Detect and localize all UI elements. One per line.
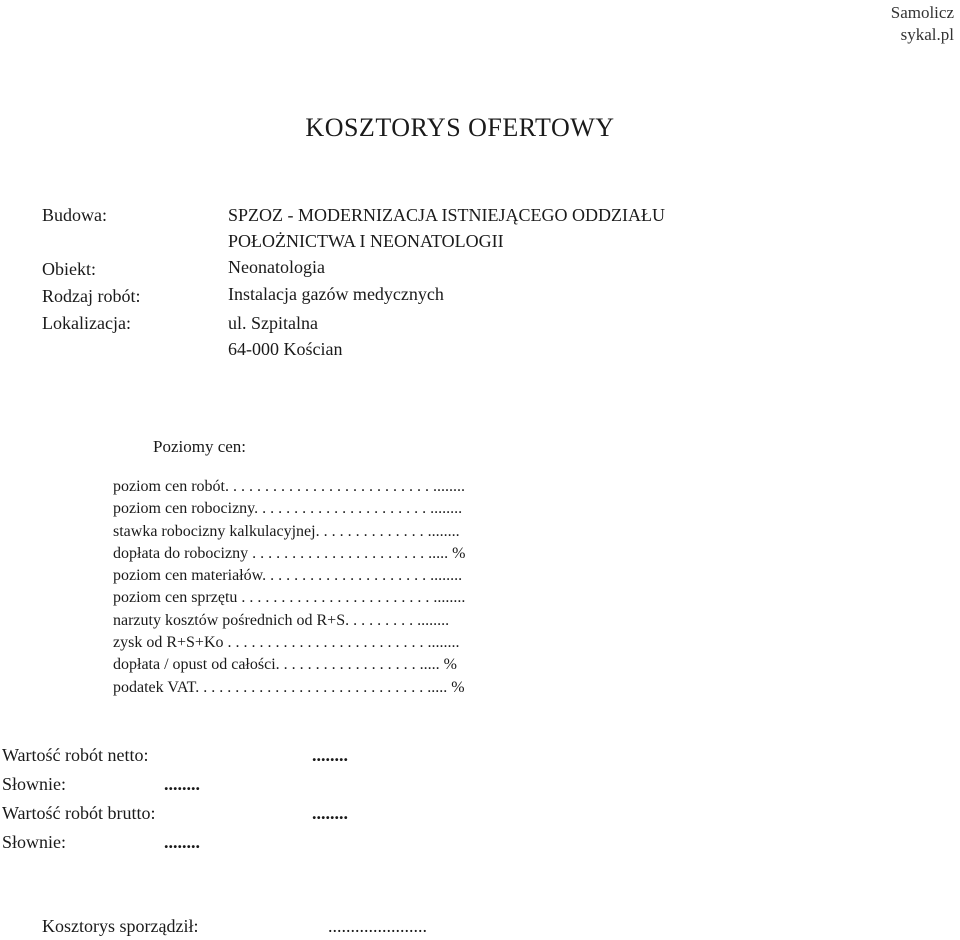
net-value: ........ xyxy=(312,745,348,765)
lokalizacja-value-line-1: ul. Szpitalna xyxy=(228,313,318,333)
gross-value-label: Wartość robót brutto: xyxy=(2,803,156,823)
in-words-value-1: ........ xyxy=(164,774,200,794)
price-level-row: poziom cen sprzętu . . . . . . . . . . . . . . . . . . . . . . . . ........ xyxy=(113,589,466,607)
lokalizacja-value-line-2: 64-000 Kościan xyxy=(228,339,343,359)
in-words-value-2: ........ xyxy=(164,832,200,852)
price-level-row: poziom cen robocizny. . . . . . . . . . . . . . . . . . . . . . ........ xyxy=(113,500,463,518)
price-levels-heading: Poziomy cen: xyxy=(153,437,247,456)
document-title: KOSZTORYS OFERTOWY xyxy=(305,113,615,142)
budowa-label: Budowa: xyxy=(42,205,107,225)
obiekt-label: Obiekt: xyxy=(42,259,96,279)
lokalizacja-label: Lokalizacja: xyxy=(42,313,131,333)
watermark xyxy=(891,2,954,46)
in-words-label-1: Słownie: xyxy=(2,774,67,794)
price-level-row: dopłata do robocizny . . . . . . . . . . . . . . . . . . . . . . ..... % xyxy=(113,544,466,562)
price-level-row: narzuty kosztów pośrednich od R+S. . . . . . . . . ........ xyxy=(113,611,450,629)
obiekt-value: Neonatologia xyxy=(228,257,325,277)
watermark-line-2: sykal.pl xyxy=(900,25,954,44)
prepared-by-label: Kosztorys sporządził: xyxy=(42,916,199,936)
price-level-row: poziom cen robót. . . . . . . . . . . . . . . . . . . . . . . . . . ........ xyxy=(113,478,465,495)
in-words-label-2: Słownie: xyxy=(2,832,67,852)
price-level-row: poziom cen materiałów. . . . . . . . . . . . . . . . . . . . . ........ xyxy=(113,567,463,585)
price-level-row: dopłata / opust od całości. . . . . . . . . . . . . . . . . . ..... % xyxy=(113,656,457,674)
price-level-row: stawka robocizny kalkulacyjnej. . . . . . . . . . . . . . ........ xyxy=(113,522,460,540)
watermark-line-1: Samolicz xyxy=(890,3,954,22)
price-levels-list xyxy=(113,476,465,699)
price-level-row: podatek VAT. . . . . . . . . . . . . . . . . . . . . . . . . . . . . ..... % xyxy=(113,678,465,696)
budowa-value-line-2: POŁOŻNICTWA I NEONATOLOGII xyxy=(228,231,504,251)
prepared-by-value: ...................... xyxy=(328,916,427,936)
rodzaj-robot-value: Instalacja gazów medycznych xyxy=(228,284,444,304)
rodzaj-robot-label: Rodzaj robót: xyxy=(42,286,141,306)
net-value-label: Wartość robót netto: xyxy=(2,745,149,765)
budowa-value-line-1: SPZOZ - MODERNIZACJA ISTNIEJĄCEGO ODDZIAŁU xyxy=(228,205,665,225)
gross-value: ........ xyxy=(312,803,348,823)
price-level-row: zysk od R+S+Ko . . . . . . . . . . . . . . . . . . . . . . . . . ........ xyxy=(113,634,460,652)
